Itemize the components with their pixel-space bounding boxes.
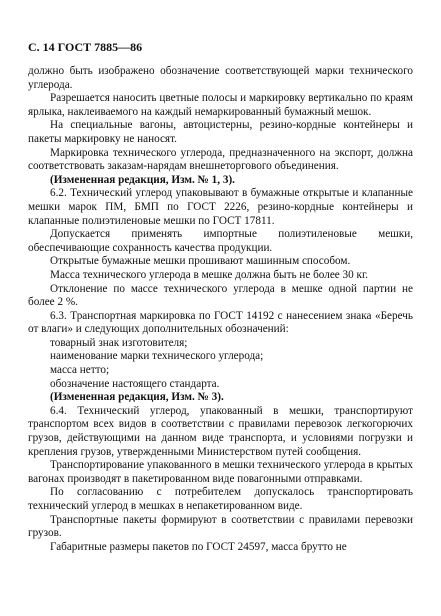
paragraph: Отклонение по массе технического углерода в мешке одной партии не более 2 %. <box>28 282 413 309</box>
paragraph: Габаритные размеры пакетов по ГОСТ 24597, масса брутто не <box>50 540 347 553</box>
page-header: С. 14 ГОСТ 7885—86 <box>28 40 143 54</box>
paragraph: Транспортные пакеты формируют в соответствии с правилами перевозки грузов. <box>28 513 413 540</box>
paragraph: 6.3. Транспортная маркировка по ГОСТ 14192 с нанесением знака «Беречь от влаги» и следующих дополнительных обозначений: <box>28 309 413 336</box>
document-body <box>28 65 413 554</box>
paragraph: наименование марки технического углерода; <box>50 350 264 363</box>
paragraph: По согласованию с потребителем допускалось транспортировать технический углерод в мешках в непакетированном виде. <box>28 486 413 512</box>
paragraph: 6.2. Технический углерод упаковывают в бумажные открытые и клапанные мешки марок ПМ, БМП по ГОСТ 2226, резино-кордные контейнеры и клапанные полиэтиленовые мешки по ГОСТ 17811. <box>28 187 413 227</box>
paragraph: На специальные вагоны, автоцистерны, резино-кордные контейнеры и пакеты маркировку не наносят. <box>28 119 413 145</box>
paragraph: масса нетто; <box>50 364 110 377</box>
paragraph: товарный знак изготовителя; <box>50 336 188 349</box>
paragraph: обозначение настоящего стандарта. <box>50 377 220 390</box>
paragraph: Транспортирование упакованного в мешки технического углерода в крытых вагонах производят в пакетированном виде повагонными отправками. <box>28 459 413 485</box>
paragraph: Допускается применять импортные полиэтиленовые мешки, обеспечивающие сохранность качества продукции. <box>28 228 413 254</box>
amendment-note: (Измененная редакция, Изм. № 1, 3). <box>50 173 235 186</box>
paragraph: Маркировка технического углерода, предназначенного на экспорт, должна соответствовать заказам-нарядам внешнеторгового объединения. <box>28 146 413 173</box>
paragraph: Масса технического углерода в мешке должна быть не более 30 кг. <box>50 268 369 281</box>
paragraph: должно быть изображено обозначение соответствующей марки технического углерода. <box>28 65 413 91</box>
paragraph: Открытые бумажные мешки прошивают машинным способом. <box>50 255 351 268</box>
paragraph: 6.4. Технический углерод, упакованный в мешки, транспортируют транспортом всех видов в соответствии с правилами перевозок легкогорючих грузов, действующими на данном виде транспорта, и условиями погрузки и крепления грузов, утвержденными Министерством путей сообщения. <box>28 404 413 458</box>
amendment-note: (Измененная редакция, Изм. № 3). <box>50 391 224 404</box>
paragraph: Разрешается наносить цветные полосы и маркировку вертикально по краям ярлыка, наклеиваемого на каждый немаркированный бумажный мешок. <box>28 92 413 118</box>
